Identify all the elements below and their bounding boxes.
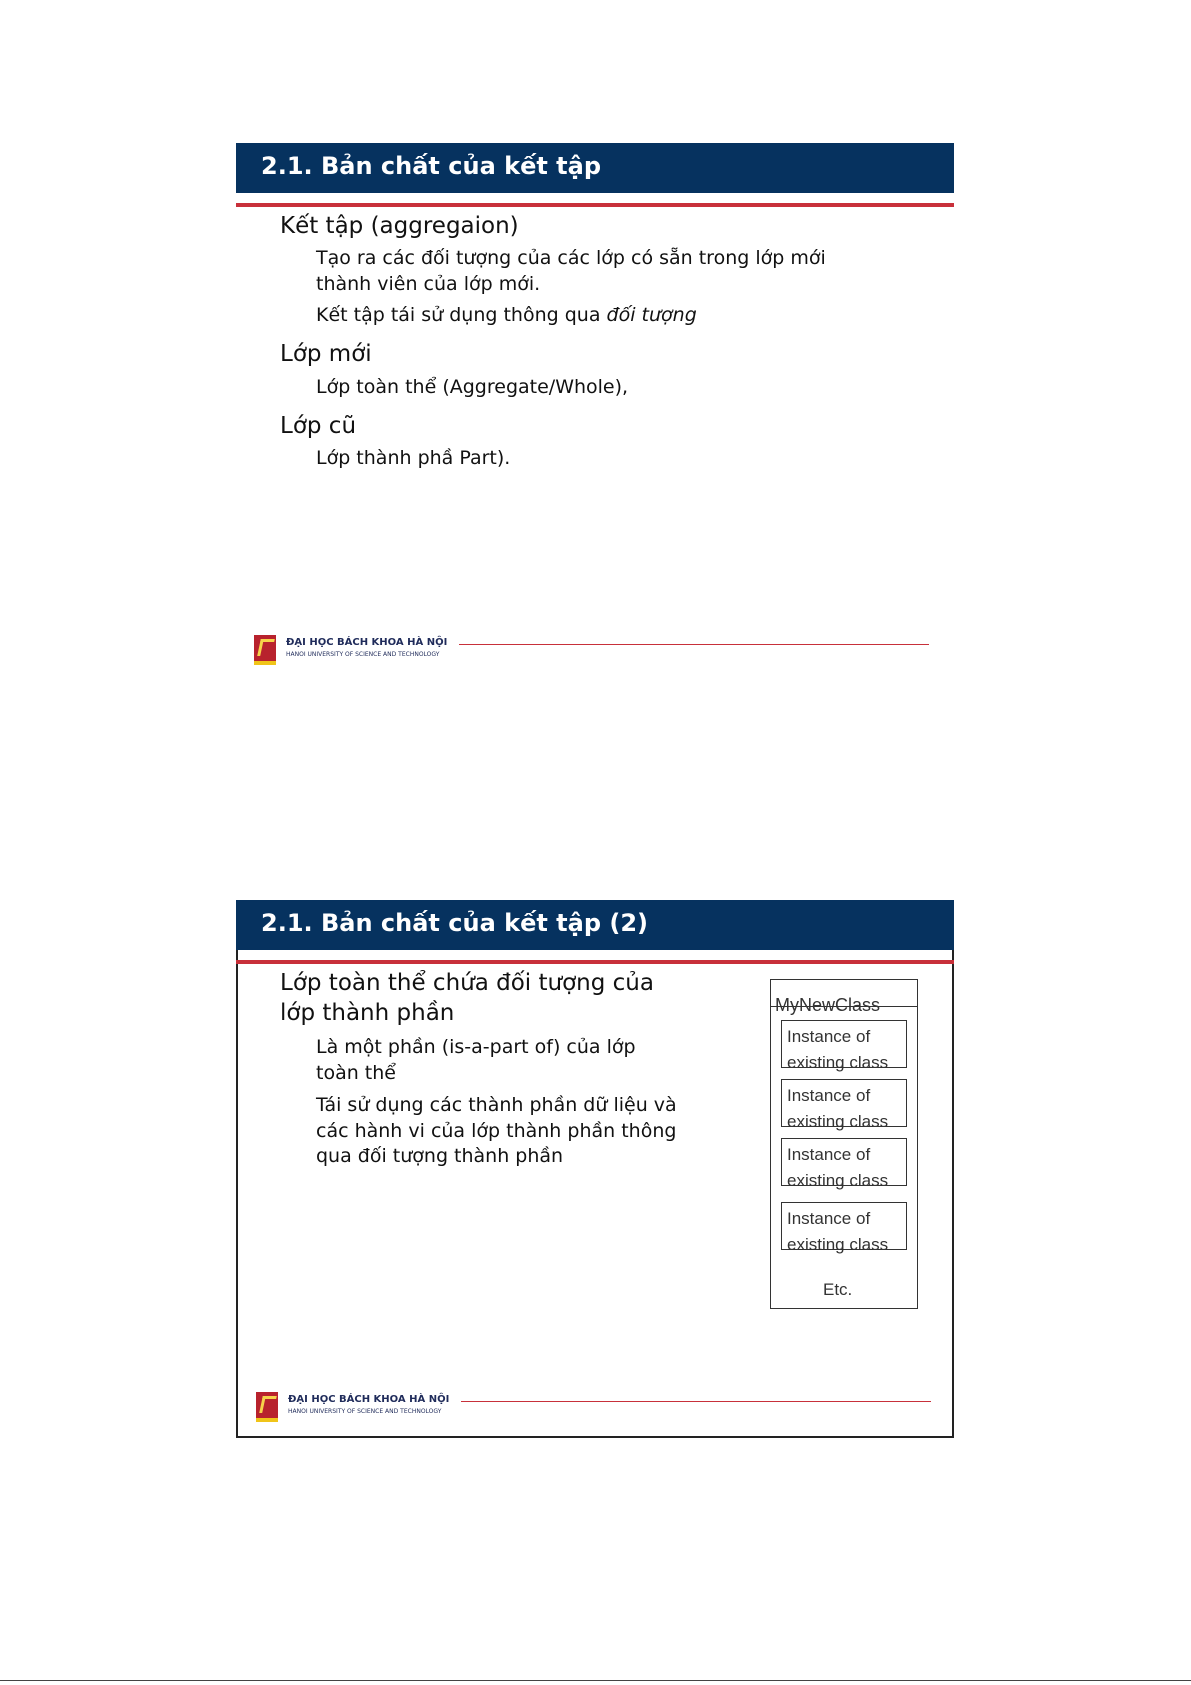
instance-label-line2: existing class (787, 1171, 889, 1190)
slide-1 (236, 143, 954, 681)
instance-label-line1: Instance of (787, 1145, 871, 1164)
instance-label-line2: existing class (787, 1112, 889, 1131)
instance-label-line1: Instance of (787, 1086, 871, 1105)
university-name: ĐẠI HỌC BÁCH KHOA HÀ NỘI (286, 637, 448, 648)
slide-2-footer (256, 1392, 936, 1426)
bullet-reuse-via-object (316, 304, 697, 326)
diagram-etc-label: Etc. (823, 1280, 853, 1299)
bullet-new-class: Lớp mới (280, 341, 372, 367)
university-name-en: HANOI UNIVERSITY OF SCIENCE AND TECHNOLOGY (286, 651, 440, 658)
university-name-en: HANOI UNIVERSITY OF SCIENCE AND TECHNOLOGY (288, 1408, 442, 1415)
slide-2 (236, 900, 954, 1438)
bullet-is-a-part-line1: Là một phần (is-a-part of) của lớp (316, 1036, 636, 1058)
instance-label-line2: existing class (787, 1053, 889, 1072)
instance-label-line2: existing class (787, 1235, 889, 1254)
diagram-class-name: MyNewClass (775, 995, 881, 1015)
bullet-part-class: Lớp thành phầ Part). (316, 447, 511, 469)
bullet-create-objects-line2: thành viên của lớp mới. (316, 273, 541, 295)
bullet-is-a-part-line2: toàn thể (316, 1062, 396, 1084)
slide-1-title-rule (236, 203, 954, 207)
bullet-reuse-line3: qua đối tượng thành phần (316, 1145, 564, 1167)
aggregation-diagram (770, 979, 918, 1309)
slide-2-title-bar (236, 900, 954, 950)
bullet-reuse-line2: các hành vi của lớp thành phần thông (316, 1120, 677, 1142)
bullet-reuse-line1: Tái sử dụng các thành phần dữ liệu và (316, 1094, 677, 1116)
instance-label-line1: Instance of (787, 1209, 871, 1228)
bullet-aggregation: Kết tập (aggregaion) (280, 213, 519, 239)
slide-2-title: 2.1. Bản chất của kết tập (2) (261, 909, 649, 937)
instance-box (781, 1079, 907, 1131)
slide-2-title-rule (236, 960, 954, 964)
slide-1-footer (254, 635, 934, 669)
bullet-whole-class: Lớp toàn thể (Aggregate/Whole), (316, 376, 629, 398)
bullet-whole-contains-line1: Lớp toàn thể chứa đối tượng của (280, 970, 654, 996)
page-bottom-rule (0, 1680, 1191, 1681)
footer-rule (459, 644, 929, 645)
university-logo-icon (256, 1392, 278, 1422)
bullet-reuse-emphasis: đối tượng (606, 304, 697, 326)
footer-rule (461, 1401, 931, 1402)
slide-1-title-bar (236, 143, 954, 193)
university-logo-icon (254, 635, 276, 665)
instance-label-line1: Instance of (787, 1027, 871, 1046)
bullet-whole-contains-line2: lớp thành phần (280, 1000, 455, 1026)
instance-box (781, 1202, 907, 1254)
bullet-create-objects-line1: Tạo ra các đối tượng của các lớp có sẵn trong lớp mới (316, 247, 826, 269)
university-name: ĐẠI HỌC BÁCH KHOA HÀ NỘI (288, 1394, 450, 1405)
instance-box (781, 1138, 907, 1190)
slide-1-title: 2.1. Bản chất của kết tập (261, 152, 602, 180)
bullet-reuse-text: Kết tập tái sử dụng thông qua (316, 304, 601, 326)
bullet-old-class: Lớp cũ (280, 413, 357, 439)
instance-box (781, 1020, 907, 1072)
